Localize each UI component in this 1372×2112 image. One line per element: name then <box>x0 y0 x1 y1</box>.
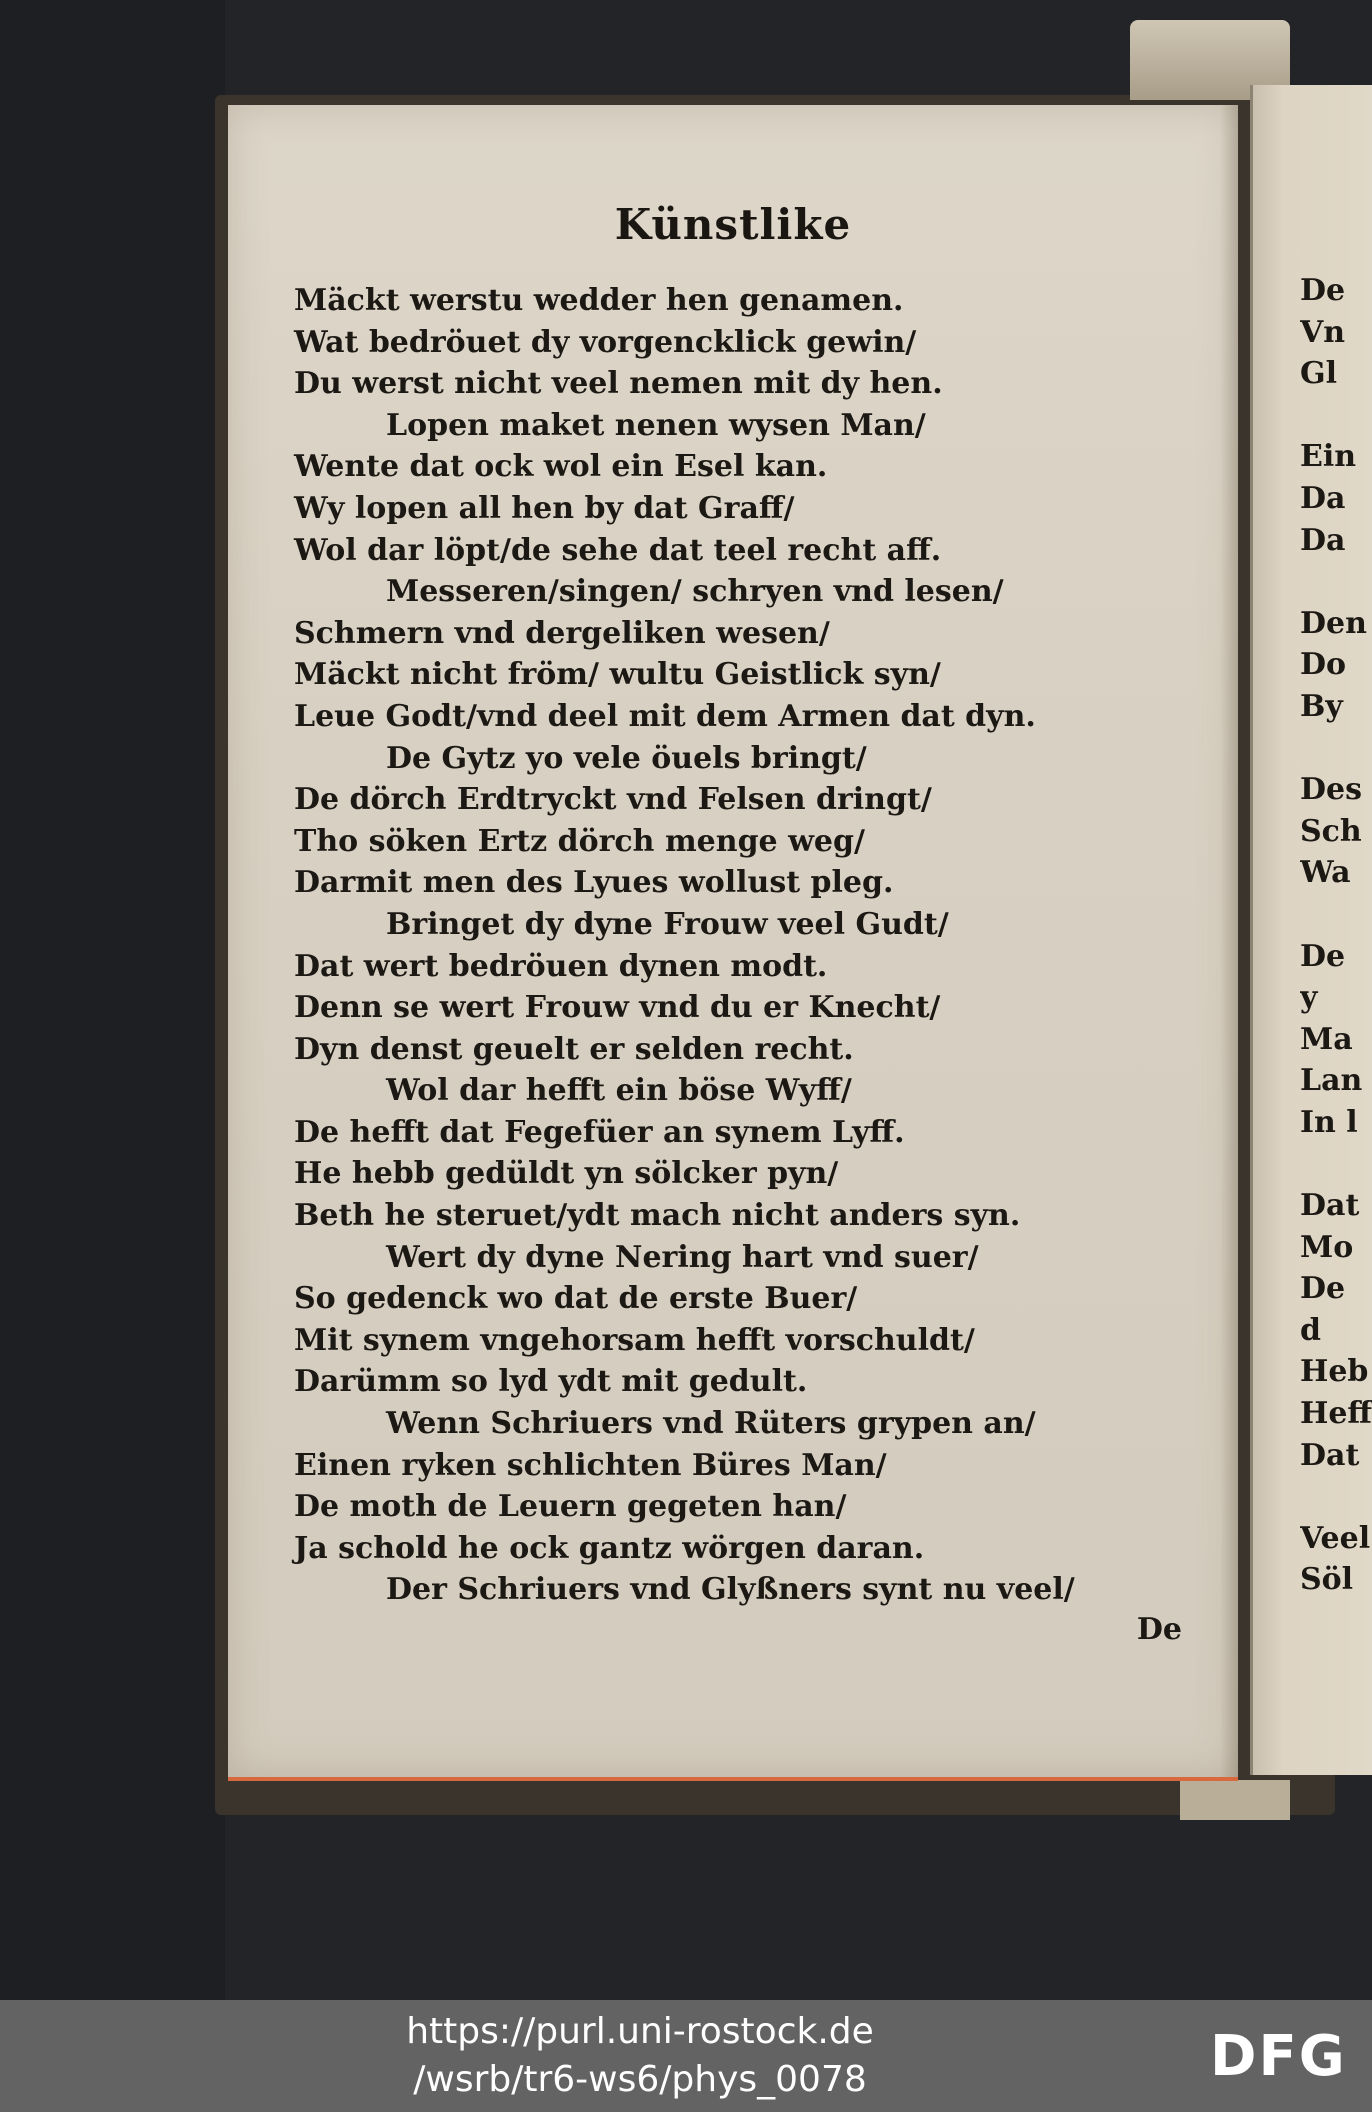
background-left <box>0 0 225 2000</box>
facing-page-fragment: Heb <box>1300 1354 1369 1390</box>
facing-page-fragment: Des <box>1300 772 1362 808</box>
facing-page-fragment: In l <box>1300 1104 1358 1140</box>
permalink-line-2[interactable]: /wsrb/tr6-ws6/phys_0078 <box>413 2059 867 2100</box>
text-line: Dat wert bedröuen dynen modt. <box>294 948 828 984</box>
text-line: De Gytz yo vele öuels bringt/ <box>386 740 867 776</box>
footer-bar <box>0 2000 1372 2112</box>
text-line: De moth de Leuern gegeten han/ <box>294 1489 847 1525</box>
facing-page-fragment: Heff <box>1300 1396 1372 1432</box>
text-line: Wat bedröuet dy vorgencklick gewin/ <box>294 324 917 360</box>
permalink[interactable] <box>340 2008 940 2104</box>
facing-page-fragment: De y <box>1300 938 1346 1016</box>
text-line: Wol dar löpt/de sehe dat teel recht aff. <box>294 532 942 568</box>
text-line: Leue Godt/vnd deel mit dem Armen dat dyn. <box>294 698 1036 734</box>
catchword: De <box>1136 1612 1182 1647</box>
facing-page-fragment: Söl <box>1300 1562 1354 1598</box>
text-line: Messeren/singen/ schryen vnd lesen/ <box>386 574 1004 610</box>
facing-page-fragment: Vn <box>1300 314 1346 350</box>
text-line: Wenn Schriuers vnd Rüters grypen an/ <box>386 1406 1036 1442</box>
facing-page-fragment: Do <box>1300 647 1347 683</box>
facing-page-fragment: Da <box>1300 480 1346 516</box>
text-line: Tho söken Ertz dörch menge weg/ <box>294 823 865 859</box>
text-line: Mit synem vngehorsam hefft vorschuldt/ <box>294 1322 975 1358</box>
facing-page-fragment: Ein <box>1300 439 1357 475</box>
text-line: Ja schold he ock gantz wörgen daran. <box>294 1530 925 1566</box>
text-line: Mäckt nicht fröm/ wultu Geistlick syn/ <box>294 657 941 693</box>
book-spine-bottom <box>1180 1780 1290 1820</box>
text-line: Du werst nicht veel nemen mit dy hen. <box>294 366 943 402</box>
text-line: Darümm so lyd ydt mit gedult. <box>294 1364 808 1400</box>
text-line: Lopen maket nenen wysen Man/ <box>386 407 926 443</box>
facing-page-fragment: Gl <box>1300 356 1338 392</box>
facing-page-fragment: Wa <box>1300 855 1351 891</box>
facing-page-fragment: Den <box>1300 605 1367 641</box>
facing-page-fragment: Ma <box>1300 1021 1353 1057</box>
permalink-line-1[interactable]: https://purl.uni-rostock.de <box>406 2011 874 2052</box>
text-line: Wente dat ock wol ein Esel kan. <box>294 449 828 485</box>
text-line: He hebb gedüldt yn sölcker pyn/ <box>294 1156 839 1192</box>
text-line: Einen ryken schlichten Büres Man/ <box>294 1447 887 1483</box>
dfg-logo: DFG <box>1210 2024 1347 2089</box>
show-through <box>1198 365 1372 1565</box>
text-line: De hefft dat Fegefüer an synem Lyff. <box>294 1114 905 1150</box>
facing-page-fragment: Dat <box>1300 1188 1360 1224</box>
text-line: So gedenck wo dat de erste Buer/ <box>294 1281 858 1317</box>
text-line: Dyn denst geuelt er selden recht. <box>294 1031 854 1067</box>
text-line: Wol dar hefft ein böse Wyff/ <box>386 1073 852 1109</box>
text-line: Wy lopen all hen by dat Graff/ <box>294 490 795 526</box>
text-line: Bringet dy dyne Frouw veel Gudt/ <box>386 906 949 942</box>
page-text <box>294 280 1224 1611</box>
text-line: Wert dy dyne Nering hart vnd suer/ <box>386 1239 979 1275</box>
facing-page-fragment: De <box>1300 273 1346 308</box>
facing-page-fragment: Da <box>1300 522 1346 558</box>
facing-page-fragment: Dat <box>1300 1437 1360 1473</box>
facing-page-fragment: By <box>1300 688 1343 724</box>
text-line: Beth he steruet/ydt mach nicht anders syn. <box>294 1198 1021 1234</box>
book-page <box>228 105 1238 1781</box>
facing-page-fragment: Sch <box>1300 813 1362 849</box>
text-line: Denn se wert Frouw vnd du er Knecht/ <box>294 990 941 1026</box>
text-line: De dörch Erdtryckt vnd Felsen dringt/ <box>294 782 932 818</box>
facing-page-fragment: Mo <box>1300 1229 1354 1265</box>
facing-page-fragment: Veel <box>1300 1520 1371 1556</box>
page-header: Künstlike <box>614 200 852 249</box>
facing-page-fragment: De d <box>1300 1271 1346 1348</box>
text-line: Mäckt werstu wedder hen genamen. <box>294 283 904 318</box>
facing-page-fragment: Lan <box>1300 1063 1363 1099</box>
text-line: Der Schriuers vnd Glyßners synt nu veel/ <box>386 1572 1075 1608</box>
text-line: Schmern vnd dergeliken wesen/ <box>294 615 830 651</box>
text-line: Darmit men des Lyues wollust pleg. <box>294 865 894 901</box>
